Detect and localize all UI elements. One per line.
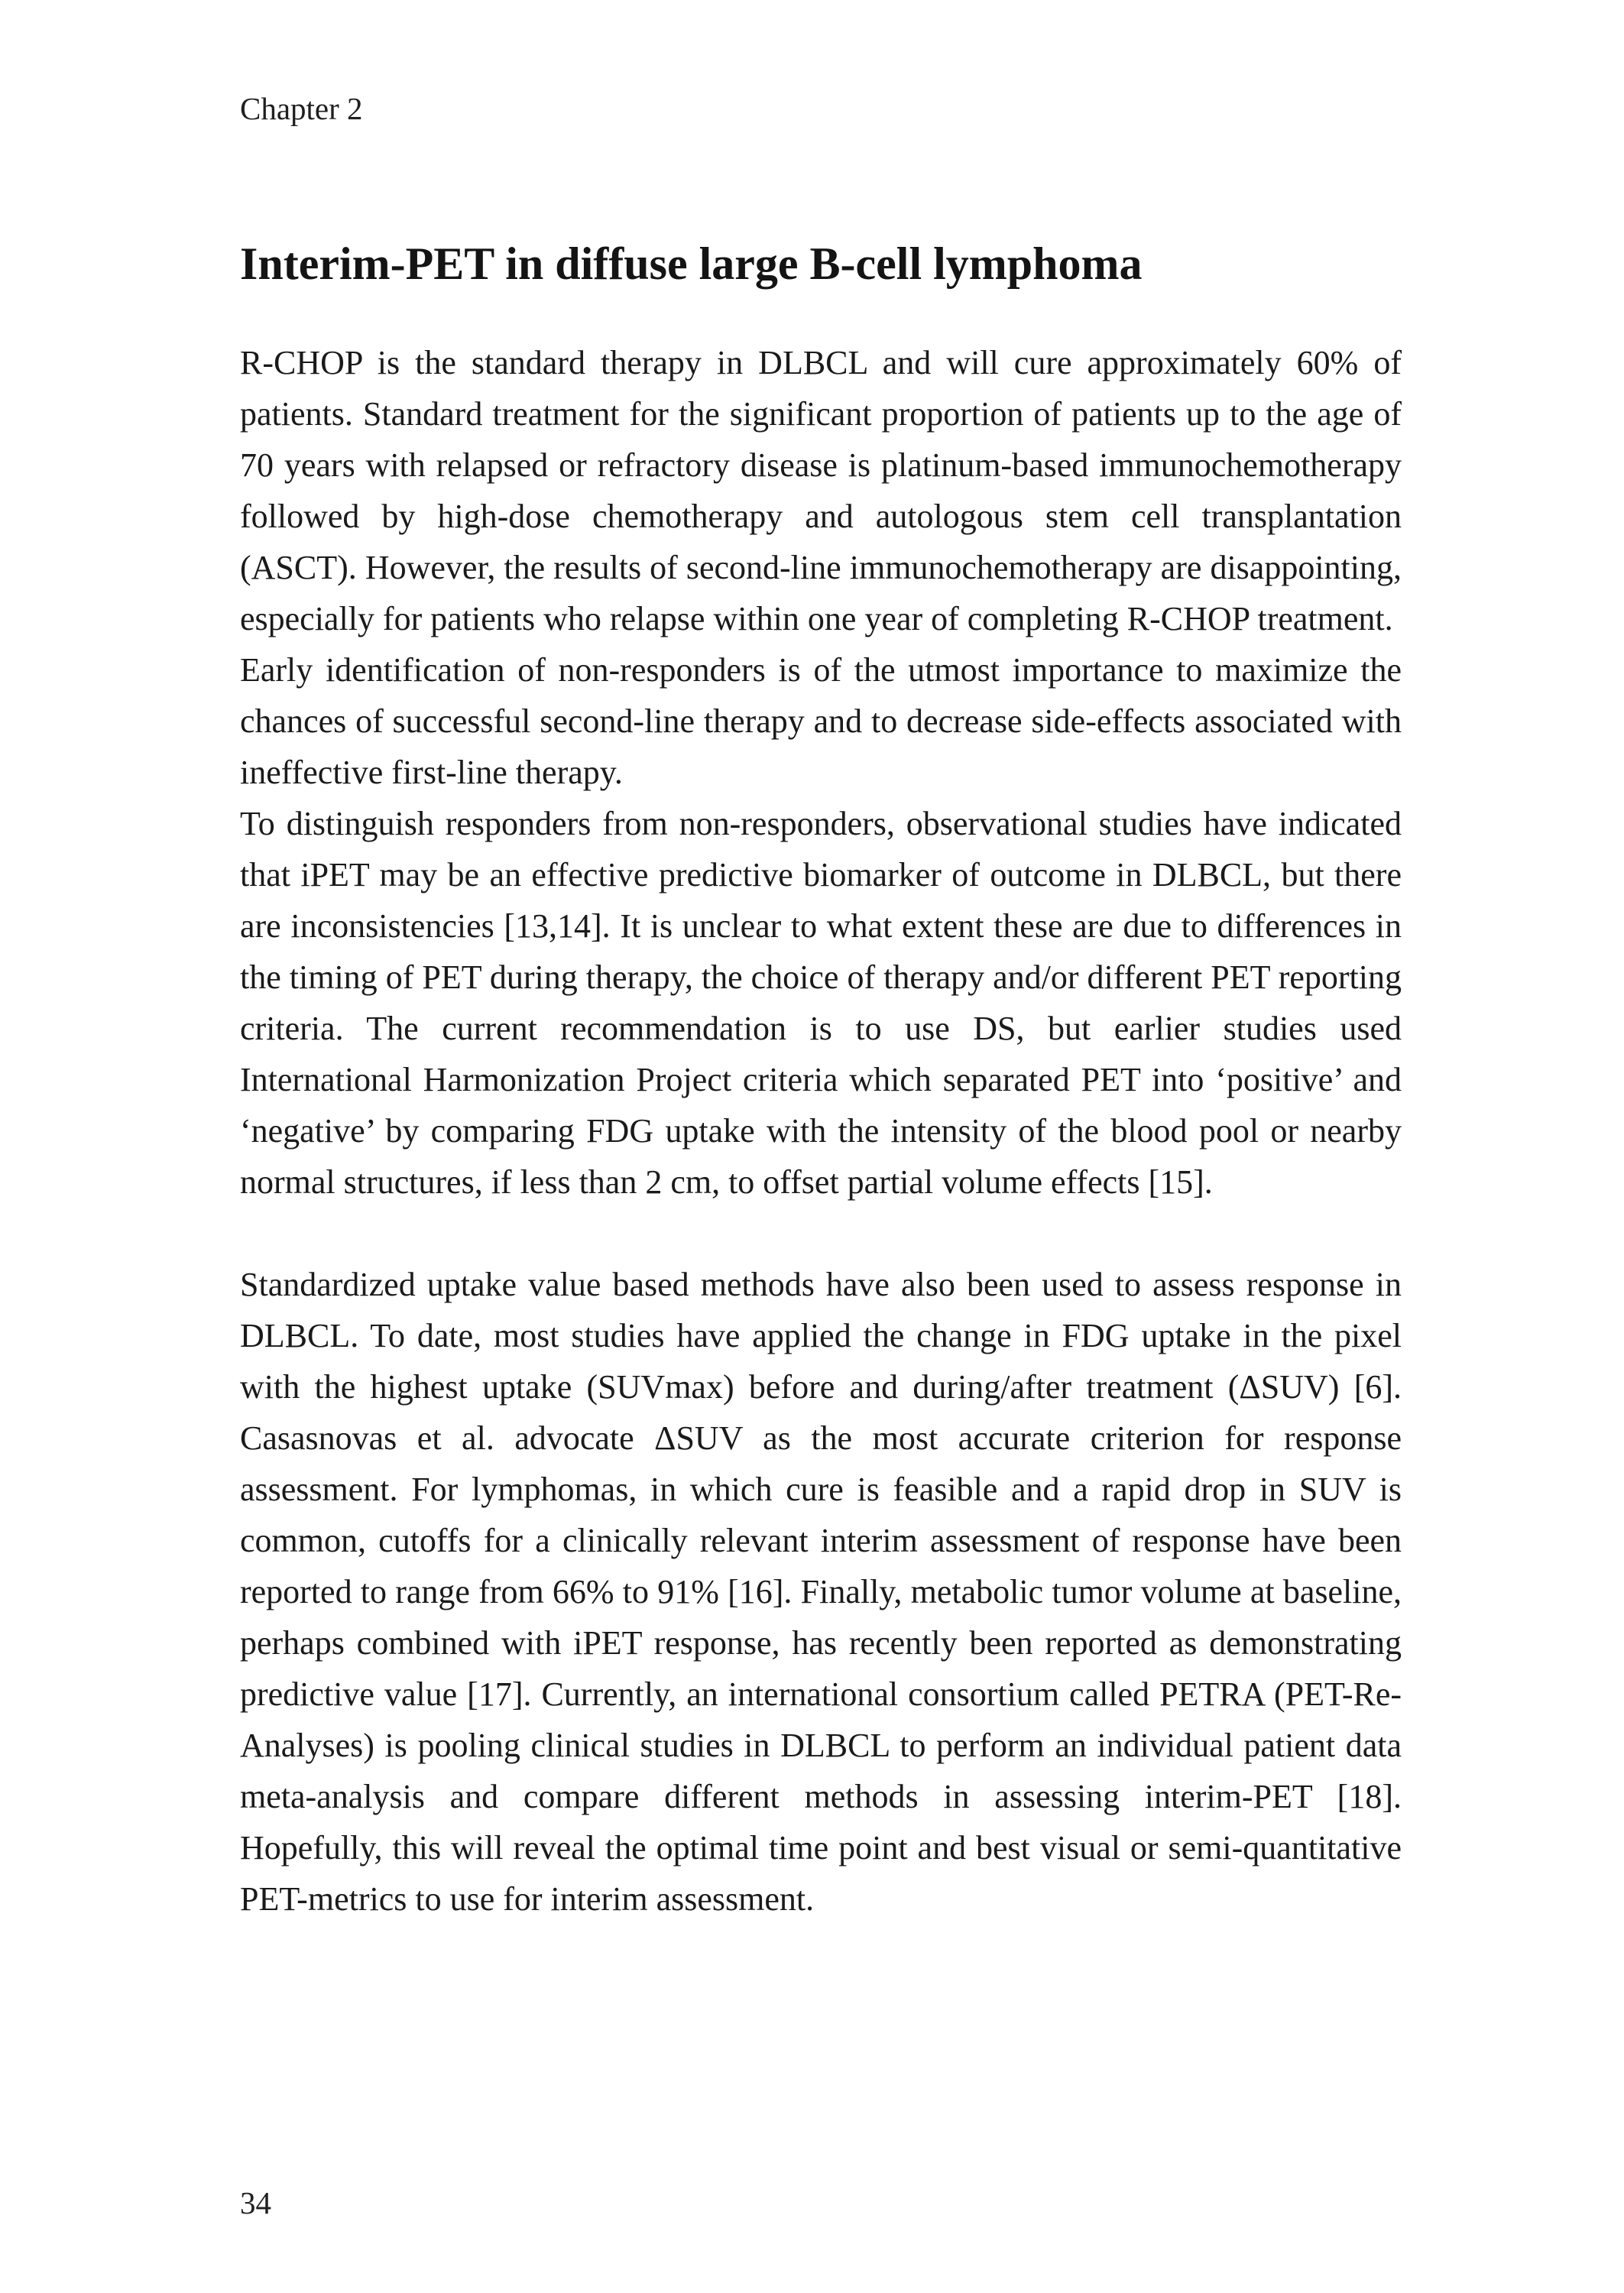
- body-text: [240, 337, 1402, 1925]
- paragraph-early-identification: Early identification of non-responders is of the utmost importance to maximize the chances of successful second-line therapy and to decrease side-effects associated with ineffective first-line therapy.: [240, 651, 1402, 791]
- paragraph-responders-ipet: To distinguish responders from non-responders, observational studies have indicated that iPET may be an effective predictive biomarker of outcome in DLBCL, but there are inconsistencies [13,14]. It is unclear to what extent these are due to differences in the timing of PET during therapy, the choice of therapy and/or different PET reporting criteria. The current recommendation is to use DS, but earlier studies used International Harmonization Project criteria which separated PET into ‘positive’ and ‘negative’ by comparing FDG uptake with the intensity of the blood pool or nearby normal structures, if less than 2 cm, to offset partial volume effects [15].: [240, 805, 1402, 1201]
- section-title: Interim-PET in diffuse large B-cell lymphoma: [240, 238, 1143, 289]
- paragraph-rchop-standard-therapy: R-CHOP is the standard therapy in DLBCL and will cure approximately 60% of patients. Standard treatment for the significant proportion of patients up to the age of 70 years with relapsed or refractory disease is platinum-based immunochemotherapy followed by high-dose chemotherapy and autologous stem cell transplantation (ASCT). However, the results of second-line immunochemotherapy are disappointing, especially for patients who relapse within one year of completing R-CHOP treatment.: [240, 344, 1402, 637]
- page-number: 34: [240, 2185, 271, 2220]
- running-header: Chapter 2: [240, 91, 363, 126]
- paragraph-suv-methods: Standardized uptake value based methods have also been used to assess response in DLBCL. To date, most studies have applied the change in FDG uptake in the pixel with the highest uptake (SUVmax) before and during/after treatment (ΔSUV) [6]. Casasnovas et al. advocate ΔSUV as the most accurate criterion for response assessment. For lymphomas, in which cure is feasible and a rapid drop in SUV is common, cutoffs for a clinically relevant interim assessment of response have been reported to range from 66% to 91% [16]. Finally, metabolic tumor volume at baseline, perhaps combined with iPET response, has recently been reported as demonstrating predictive value [17]. Currently, an international consortium called PETRA (PET-Re-Analyses) is pooling clinical studies in DLBCL to perform an individual patient data meta-analysis and compare different methods in assessing interim-PET [18]. Hopefully, this will reveal the optimal time point and best visual or semi-quantitative PET-metrics to use for interim assessment.: [240, 1266, 1402, 1918]
